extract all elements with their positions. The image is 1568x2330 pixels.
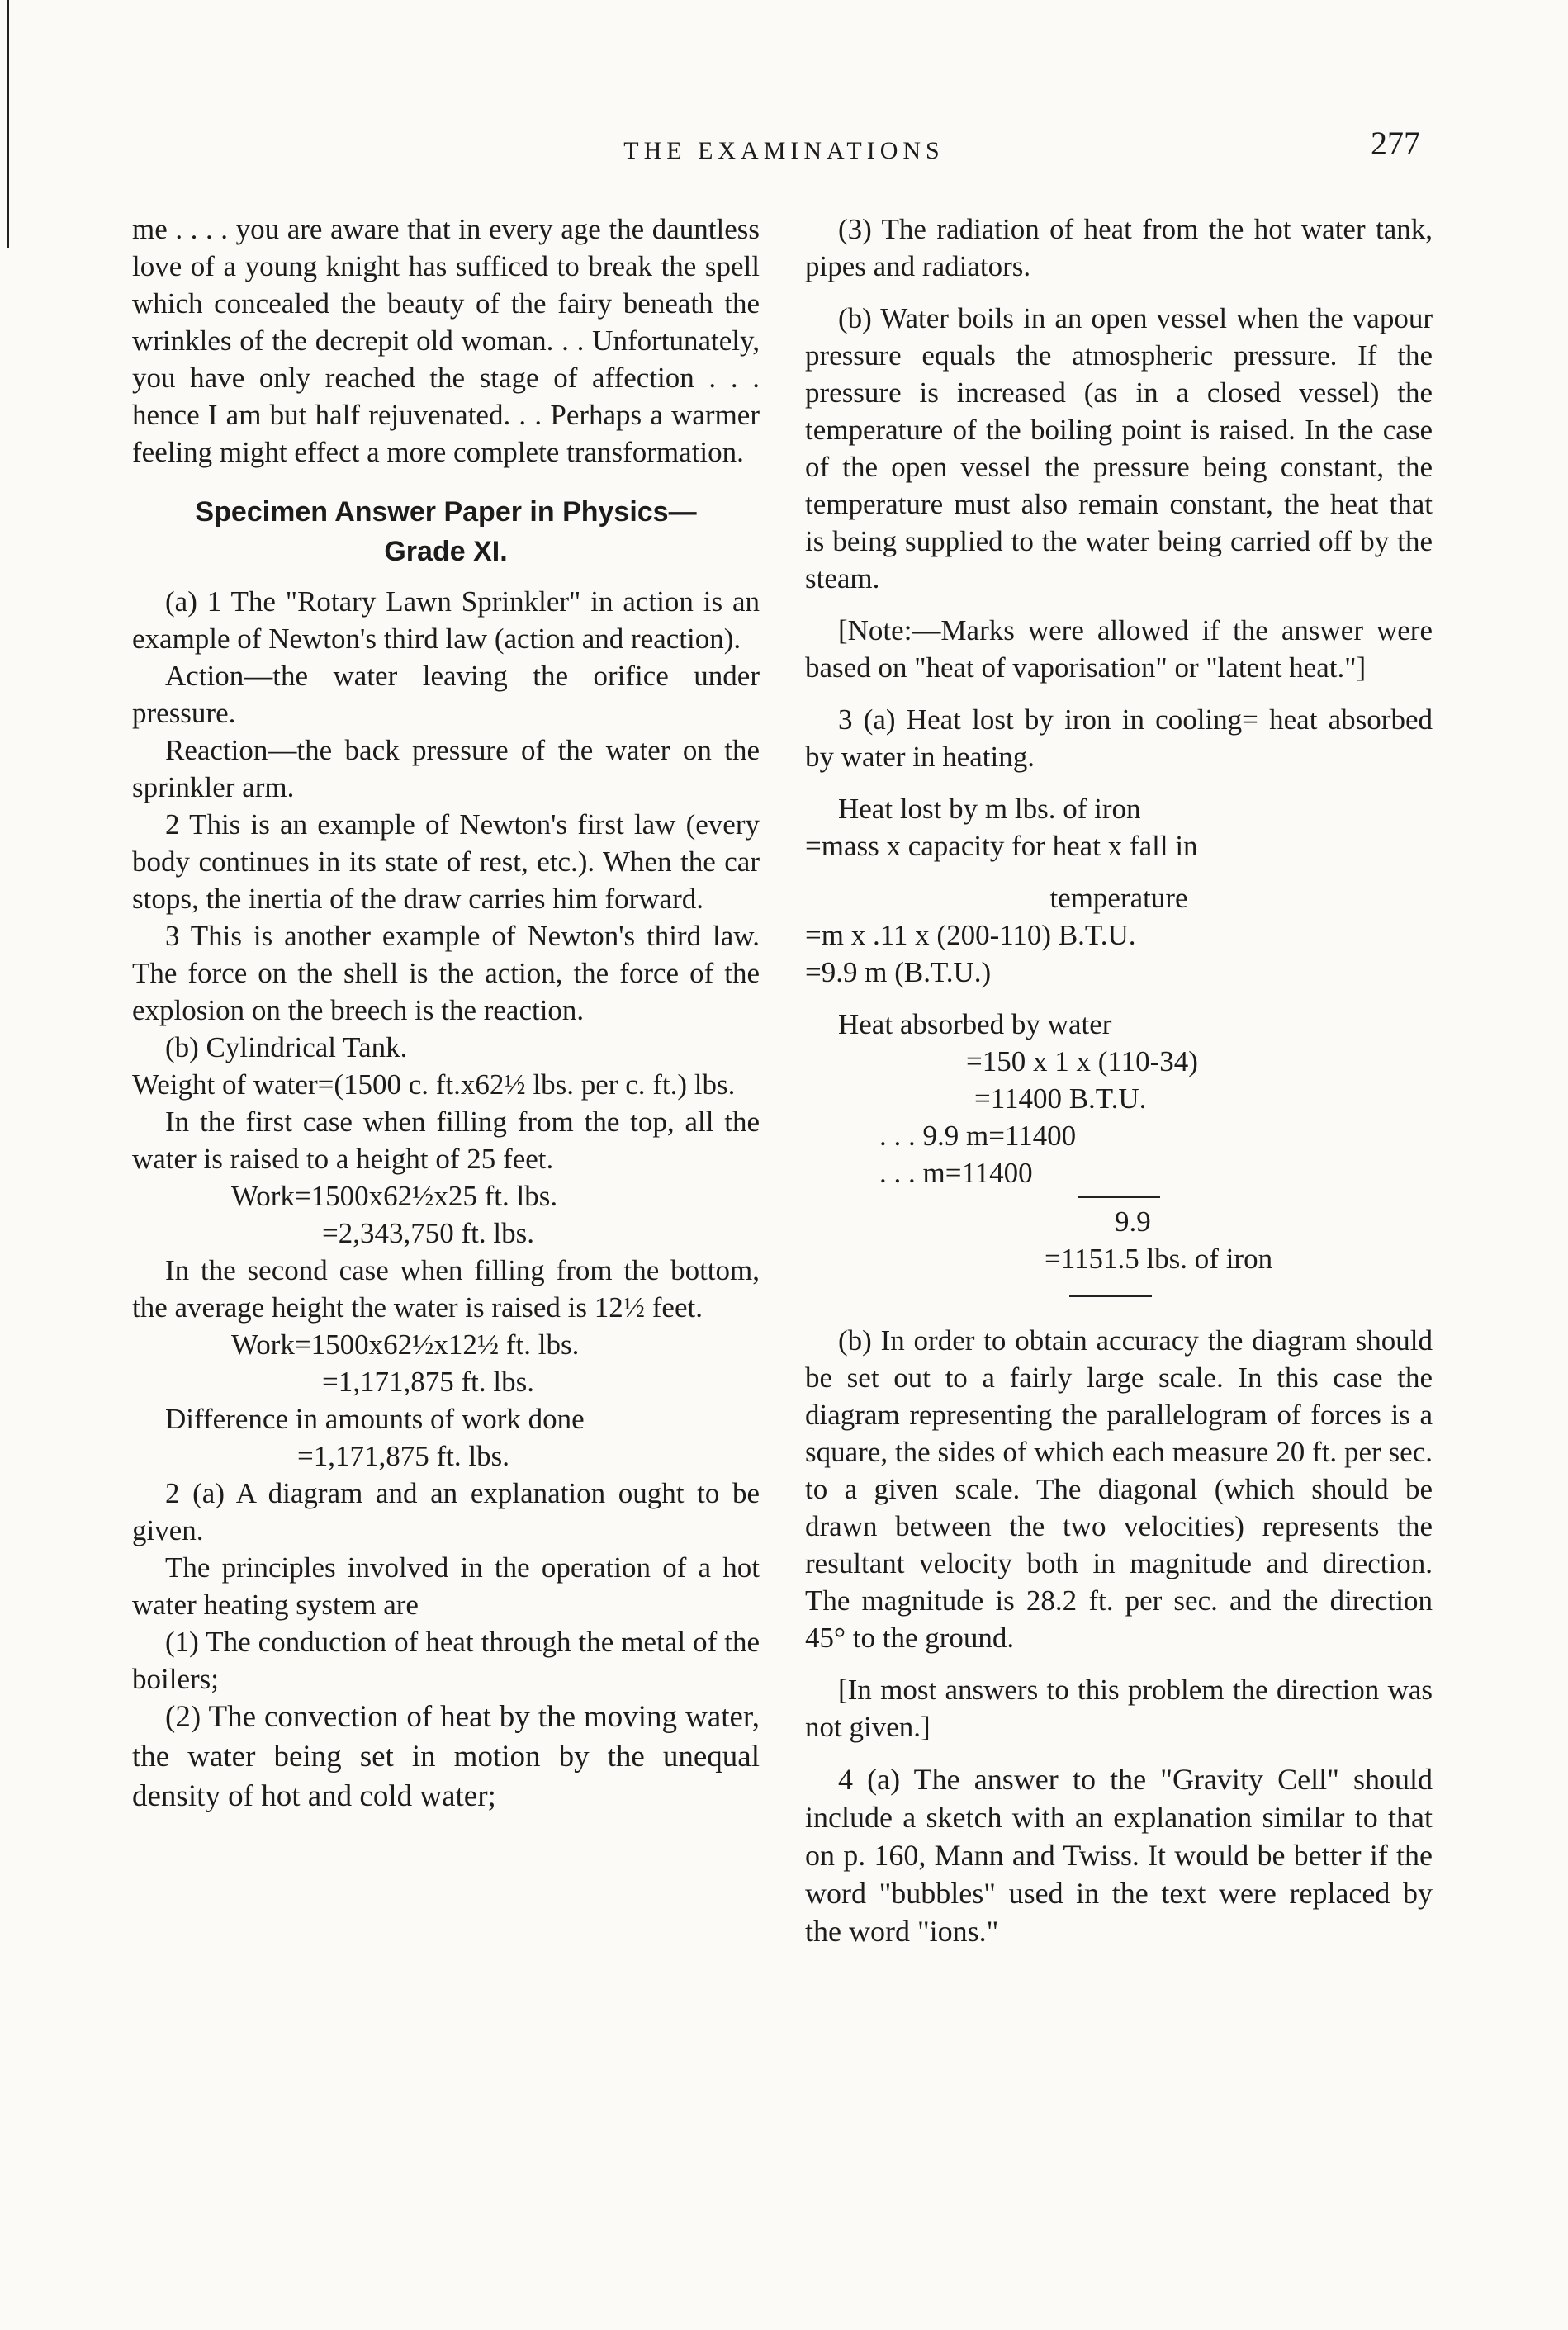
equation: . . . m=11400 [879, 1157, 1033, 1189]
paragraph: 3 (a) Heat lost by iron in cooling= heat absorbed by water in heating. [805, 703, 1433, 773]
paragraph: temperature [1049, 882, 1188, 914]
paragraph: (b) Cylindrical Tank. [165, 1031, 408, 1063]
paragraph: Heat lost by m lbs. of iron [838, 793, 1141, 825]
running-head: THE EXAMINATIONS [623, 137, 945, 164]
paragraph: 2 (a) A diagram and an explanation ought to be given. [132, 1477, 760, 1546]
paragraph: =mass x capacity for heat x fall in [805, 830, 1198, 862]
equation: =1151.5 lbs. of iron [1045, 1243, 1273, 1275]
paragraph: 4 (a) The answer to the "Gravity Cell" should include a sketch with an explanation similar to that on p. 160, Mann and Twiss. It would be better if the word "bubbles" used in the text were replaced by the word "ions." [805, 1763, 1433, 1948]
paragraph: (1) The conduction of heat through the metal of the boilers; [132, 1626, 760, 1695]
fraction-rule [1069, 1295, 1152, 1297]
paragraph: In the first case when filling from the top, all the water is raised to a height of 25 feet. [132, 1106, 760, 1175]
section-heading [132, 492, 760, 571]
equation: =2,343,750 ft. lbs. [322, 1217, 534, 1249]
equation: =11400 B.T.U. [974, 1082, 1147, 1115]
equation: . . . 9.9 m=11400 [879, 1120, 1077, 1152]
paragraph: (b) Water boils in an open vessel when the vapour pressure equals the atmospheric pressure. If the pressure is increased (as in a closed vessel) the temperature of the boiling point is raised. In the case of the open vessel the pressure being constant, the temperature must also remain constant, the heat that is being supplied to the water being carried off by the steam. [805, 302, 1433, 594]
equation: Work=1500x62½x25 ft. lbs. [231, 1180, 558, 1212]
paragraph: In the second case when filling from the bottom, the average height the water is raised is 12½ feet. [132, 1254, 760, 1324]
equation: =m x .11 x (200-110) B.T.U. [805, 919, 1136, 951]
paragraph: The principles involved in the operation of a hot water heating system are [132, 1551, 760, 1621]
paragraph: (a) 1 The "Rotary Lawn Sprinkler" in action is an example of Newton's third law (action and reaction). [132, 585, 760, 655]
paragraph: Action—the water leaving the orifice under pressure. [132, 660, 760, 729]
paragraph: (3) The radiation of heat from the hot water tank, pipes and radiators. [805, 213, 1433, 282]
paragraph: [Note:—Marks were allowed if the answer were based on "heat of vaporisation" or "latent heat."] [805, 614, 1433, 684]
heading-line-2: Grade XI. [384, 536, 508, 567]
paragraph: Heat absorbed by water [838, 1008, 1112, 1040]
equation: 9.9 [1115, 1205, 1151, 1238]
left-column [132, 211, 760, 1816]
right-column [805, 211, 1433, 1950]
scan-edge-line [7, 0, 9, 248]
fraction-rule [1078, 1196, 1160, 1198]
paragraph: me . . . . you are aware that in every age the dauntless love of a young knight has sufficed to break the spell which concealed the beauty of the fairy beneath the wrinkles of the decrepit old woman. . . Unfortunately, you have only reached the stage of affection . . . hence I am but half rejuvenated. . . Perhaps a warmer feeling might effect a more complete transformation. [132, 213, 760, 468]
equation: =1,171,875 ft. lbs. [322, 1366, 534, 1398]
paragraph: Reaction—the back pressure of the water on the sprinkler arm. [132, 734, 760, 803]
equation: =1,171,875 ft. lbs. [297, 1440, 509, 1472]
paragraph: 2 This is an example of Newton's first law (every body continues in its state of rest, etc.). When the car stops, the inertia of the draw carries him forward. [132, 808, 760, 915]
heading-line-1: Specimen Answer Paper in Physics— [195, 496, 697, 528]
paragraph: Weight of water=(1500 c. ft.x62½ lbs. per c. ft.) lbs. [132, 1068, 736, 1101]
paragraph: [In most answers to this problem the direction was not given.] [805, 1674, 1433, 1743]
paragraph: (2) The convection of heat by the moving water, the water being set in motion by the unequal density of hot and cold water; [132, 1700, 760, 1813]
paragraph: Difference in amounts of work done [165, 1403, 585, 1435]
paragraph: (b) In order to obtain accuracy the diagram should be set out to a fairly large scale. In this case the diagram representing the parallelogram of forces is a square, the sides of which each measure 20 ft. per sec. to a given scale. The diagonal (which should be drawn between the two velocities) represents the resultant velocity both in magnitude and direction. The magnitude is 28.2 ft. per sec. and the direction 45° to the ground. [805, 1324, 1433, 1654]
equation: =9.9 m (B.T.U.) [805, 956, 992, 988]
equation: Work=1500x62½x12½ ft. lbs. [231, 1328, 580, 1361]
page-number: 277 [1371, 125, 1420, 162]
equation: =150 x 1 x (110-34) [966, 1045, 1198, 1077]
paragraph: 3 This is another example of Newton's third law. The force on the shell is the action, the force of the explosion on the breech is the reaction. [132, 920, 760, 1026]
